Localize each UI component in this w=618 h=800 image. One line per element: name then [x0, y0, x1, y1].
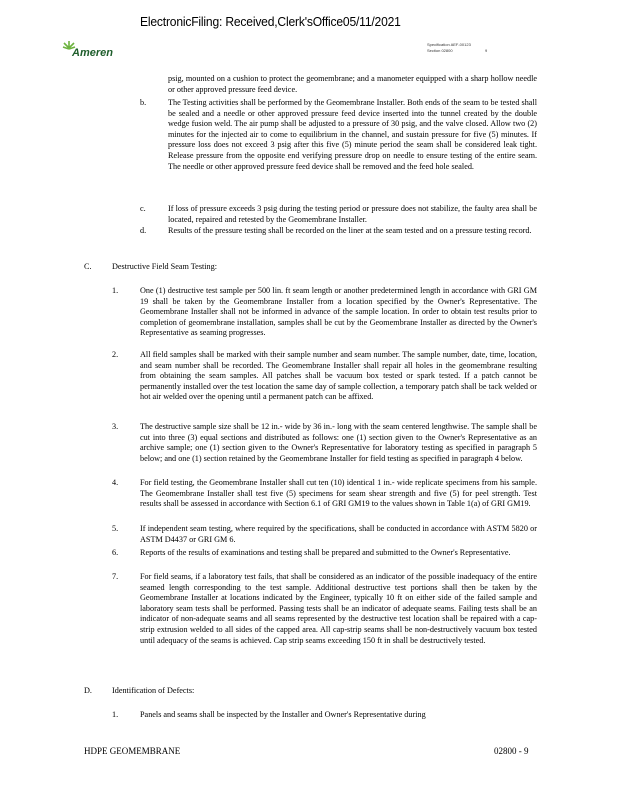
- item-label: 2.: [112, 350, 119, 359]
- item-text: If independent seam testing, where required by the specifications, shall be conducted in accordance with ASTM 5820 or ASTM D4437 or GRI GM 6.: [140, 524, 537, 544]
- electronic-filing-stamp: ElectronicFiling: Received,Clerk'sOffice05/11/2021: [140, 14, 401, 29]
- item-a-continuation: psig, mounted on a cushion to protect the geomembrane; and a manometer equipped with a sharp hollow needle or other approved pressure feed device.: [168, 74, 537, 94]
- section-d-heading: Identification of Defects:: [112, 686, 195, 695]
- item-label: 7.: [112, 572, 119, 581]
- item-label: 3.: [112, 422, 119, 431]
- footer-right: 02800 - 9: [494, 746, 529, 756]
- section-c-label: C.: [84, 262, 92, 271]
- item-text: Reports of the results of examinations and testing shall be prepared and submitted to the Owner's Representative.: [140, 548, 511, 557]
- item-text: The Testing activities shall be performed by the Geomembrane Installer. Both ends of the seam to be tested shall be sealed and a needle or other approved pressure feed device inserted into the tunnel created by the double wedge fusion weld. The air pump shall be adjusted to a pressure of 30 psig, and the valve closed. Allow two (2) minutes for the injected air to come to equilibrium in the channel, and sustain pressure for five (5) minutes. If pressure loss does not exceed 3 psig after this five (5) minute period the seam shall be considered leak tight. Release pressure from the opposite end verifying pressure drop on needle to ensure testing of the entire seam. The needle or other approved pressure feed device shall be removed and the feed hole sealed.: [168, 98, 537, 171]
- item-label: c.: [140, 204, 146, 213]
- footer-left: HDPE GEOMEMBRANE: [84, 746, 181, 756]
- spec-line-1: Specification AEF-00123: [427, 42, 471, 47]
- item-text: Results of the pressure testing shall be recorded on the liner at the seam tested and on a pressure testing record.: [168, 226, 532, 235]
- logo-wordmark: Ameren: [72, 47, 113, 59]
- item-label: b.: [140, 98, 147, 107]
- spec-line-2: Section 02800: [427, 48, 453, 53]
- item-text: All field samples shall be marked with their sample number and seam number. The sample number, date, time, location, and seam number shall be recorded. The Geomembrane Installer shall repair all holes in the geomembrane resulting from obtaining the seam samples. All patches shall be vacuum box tested or spark tested. If a patch cannot be permanently installed over the test location the same day of sample collection, a temporary patch shall be tack welded or hot air welded over the opening until a permanent patch can be affixed.: [140, 350, 537, 402]
- item-text: One (1) destructive test sample per 500 lin. ft seam length or another predetermined length in accordance with GRI GM 19 shall be taken by the Geomembrane Installer from a location specified by the Owner's Representative. The Geomembrane Installer shall not be informed in advance of the sample location. In order to obtain test results prior to completion of geomembrane installation, samples shall be cut by the Geomembrane Installer as directed by the Owner's Representative as seaming progresses.: [140, 286, 537, 338]
- item-label: 6.: [112, 548, 119, 557]
- item-label: 1.: [112, 710, 119, 719]
- item-text: If loss of pressure exceeds 3 psig during the testing period or pressure does not stabilize, the faulty area shall be located, repaired and retested by the Geomembrane Installer.: [168, 204, 537, 224]
- item-text: For field seams, if a laboratory test fails, that shall be considered as an indicator of the possible inadequacy of the entire seamed length corresponding to the test sample. Additional destructive test portions shall then be taken by the Geomembrane Installer at locations indicated by the Engineer, typically 10 ft on either side of the failed sample and laboratory seam tests shall be performed. Passing tests shall be an indicator of adequate seams. Failing tests shall be an indicator of non-adequate seams and all seams represented by the destructive test location shall be repaired with a cap-strip extrusion welded to all sides of the capped area. All cap-strip seams shall be non-destructively vacuum box tested until adequacy of the seams is achieved. Cap strip seams exceeding 150 ft in shall be destructively tested.: [140, 572, 537, 645]
- item-label: 4.: [112, 478, 119, 487]
- item-text: For field testing, the Geomembrane Installer shall cut ten (10) identical 1 in.- wide replicate specimens from his sample. The Geomembrane Installer shall test five (5) specimens for seam shear strength and five (5) for peel strength. Test results shall be assessed in accordance with Section 6.1 of GRI GM19 to the values shown in Table 1(a) of GRI GM19.: [140, 478, 537, 509]
- item-label: 1.: [112, 286, 119, 295]
- section-c-heading: Destructive Field Seam Testing:: [112, 262, 218, 271]
- item-text: The destructive sample size shall be 12 in.- wide by 36 in.- long with the seam centered lengthwise. The sample shall be cut into three (3) equal sections and distributed as follows: one (1) section given to the Owner's Representative as an archive sample; one (1) section given to the Owner's Representative for laboratory testing as specified in paragraph 5 below; and one (1) section retained by the Geomembrane Installer for field testing as specified in paragraph 4 below.: [140, 422, 537, 463]
- item-text: Panels and seams shall be inspected by the Installer and Owner's Representative during: [140, 710, 426, 719]
- item-label: d.: [140, 226, 147, 235]
- spec-page-marker: 9: [485, 48, 488, 53]
- item-label: 5.: [112, 524, 119, 533]
- section-d-label: D.: [84, 686, 92, 695]
